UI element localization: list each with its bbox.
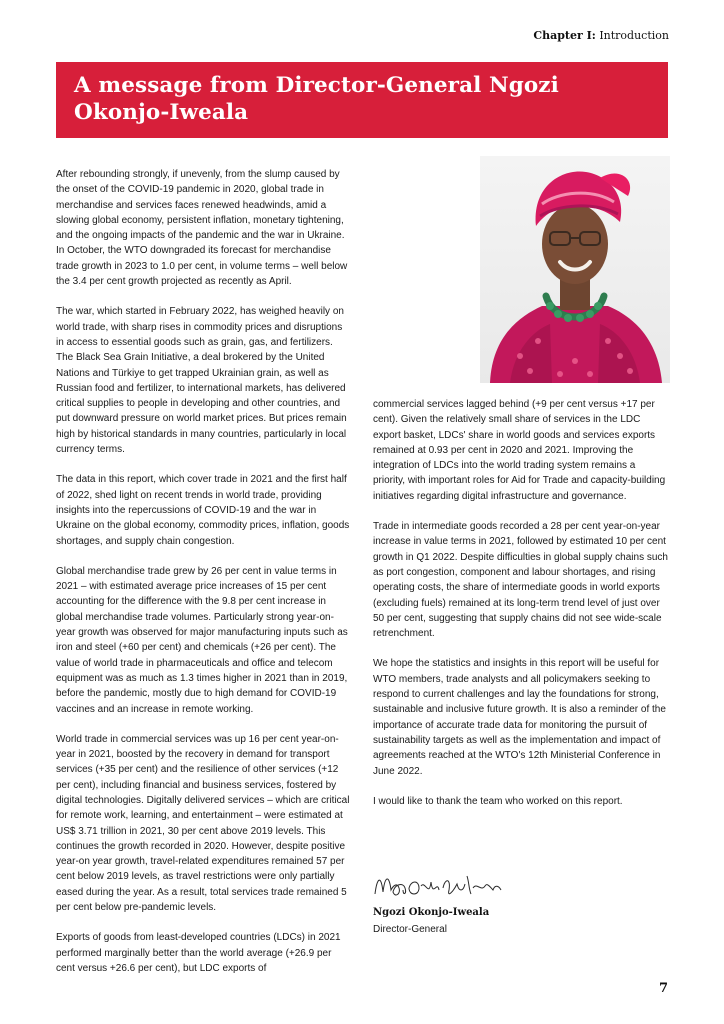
portrait-photo-icon <box>480 156 670 383</box>
paragraph: World trade in commercial services was up 16 per cent year-on-year in 2021, boosted by the recovery in demand for transport services (+35 per cent) and the resilience of other services (+12 per cent), including financial and business services, fostered by digital technologies. Digitally delivered services – which are critical for remote work, learning, and entertainment – were estimated at US$ 3.71 trillion in 2021, 30 per cent above 2019 levels. This continues the growth recorded in 2020. However, despite positive year-on year growth, travel-related expenditures remained 57 per cent below 2019 levels, as travel restrictions were only partially eased during the year. As a result, total services trade remained 5 per cent below pre-pandemic levels. <box>56 733 350 914</box>
paragraph: After rebounding strongly, if unevenly, from the slump caused by the onset of the COVID-19 pandemic in 2020, global trade in merchandise and services faces renewed headwinds, amid a slowing global economy, persistent inflation, monetary tightening, and the ongoing impacts of the pandemic and the war in Ukraine. In October, the WTO downgraded its forecast for merchandise trade growth in 2023 to 1.0 per cent, in volume terms – well below the 3.4 per cent growth projected as recently as April. <box>56 169 348 288</box>
paragraph: commercial services lagged behind (+9 per cent versus +17 per cent). Given the relatively small share of services in the LDC export basket, LDCs' share in world goods and services exports remained at 0.93 per cent in 2020 and 2021. Improving the integration of LDCs into the world trading system remains a priority, with important roles for Aid for Trade and capacity-building initiatives regarding digital infrastructure and governance. <box>373 399 666 502</box>
paragraph: Exports of goods from least-developed countries (LDCs) in 2021 performed marginally better than the world average (+26.9 per cent versus +26.6 per cent), but LDC exports of <box>56 932 341 974</box>
right-column <box>373 397 669 824</box>
paragraph: Trade in intermediate goods recorded a 28 per cent year-on-year increase in value terms in 2021, followed by estimated 10 per cent growth in Q1 2022. Despite difficulties in global supply chains such as port congestion, component and labour shortages, and rising operating costs, the share of intermediate goods in world exports (excluding fuels) remained at its long-term trend level of just over 50 per cent, suggesting that supply chains did not see wide-scale retrenchment. <box>373 521 668 640</box>
paragraph: The war, which started in February 2022, has weighed heavily on world trade, with sharp rises in commodity prices and disruptions in access to essential goods such as grain, gas, and fertilizers. The Black Sea Grain Initiative, a deal brokered by the United Nations and Türkiye to get trapped Ukrainian grain, as well as Russian food and fertilizer, to international markets, has delivered critical supplies to people in developing and other countries, and put downward pressure on world market prices. But prices remain high by historical standards in many countries, particularly in local currency terms. <box>56 306 347 456</box>
left-column <box>56 167 352 991</box>
paragraph: Global merchandise trade grew by 26 per cent in value terms in 2021 – with estimated average price increases of 15 per cent accounting for the difference with the 9.8 per cent increase in global merchandise trade volumes. Particularly strong year-on-year growth was observed for major manufacturing inputs such as iron and steel (+60 per cent) and chemicals (+26 per cent). The value of world trade in pharmaceuticals and office and telecom equipment was as much as 1.3 times higher in 2021 than in 2019, before the pandemic, mostly due to high demand for COVID-19 vaccines and an increase in remote working. <box>56 565 348 715</box>
paragraph: I would like to thank the team who worked on this report. <box>373 795 623 807</box>
paragraph: The data in this report, which cover trade in 2021 and the first half of 2022, shed light on recent trends in world trade, providing insights into the repercussions of COVID-19 and the war in Ukraine on the global economy, commodity prices, inflation, goods shortages, and supply chain congestion. <box>56 474 350 547</box>
paragraph: We hope the statistics and insights in this report will be useful for WTO members, trade analysts and all policymakers seeking to respond to current challenges and lay the foundations for strong, sustainable and inclusive future growth. It is also a reminder of the importance of accurate trade data for monitoring the pursuit of sustainability targets as well as the implementation and impact of agreements reached at the WTO's 12th Ministerial Conference in June 2022. <box>373 658 666 777</box>
chapter-label: Chapter I: <box>533 29 596 42</box>
signatory-role: Director-General <box>373 924 447 935</box>
chapter-header <box>533 29 669 42</box>
chapter-title: Introduction <box>599 29 669 42</box>
signature-image <box>373 868 503 902</box>
page-title: A message from Director-General Ngozi Okonjo-Iweala <box>74 73 559 125</box>
page-number: 7 <box>658 981 668 996</box>
portrait-photo <box>480 156 670 383</box>
signatory-name: Ngozi Okonjo-Iweala <box>373 907 490 918</box>
title-banner <box>56 62 668 138</box>
